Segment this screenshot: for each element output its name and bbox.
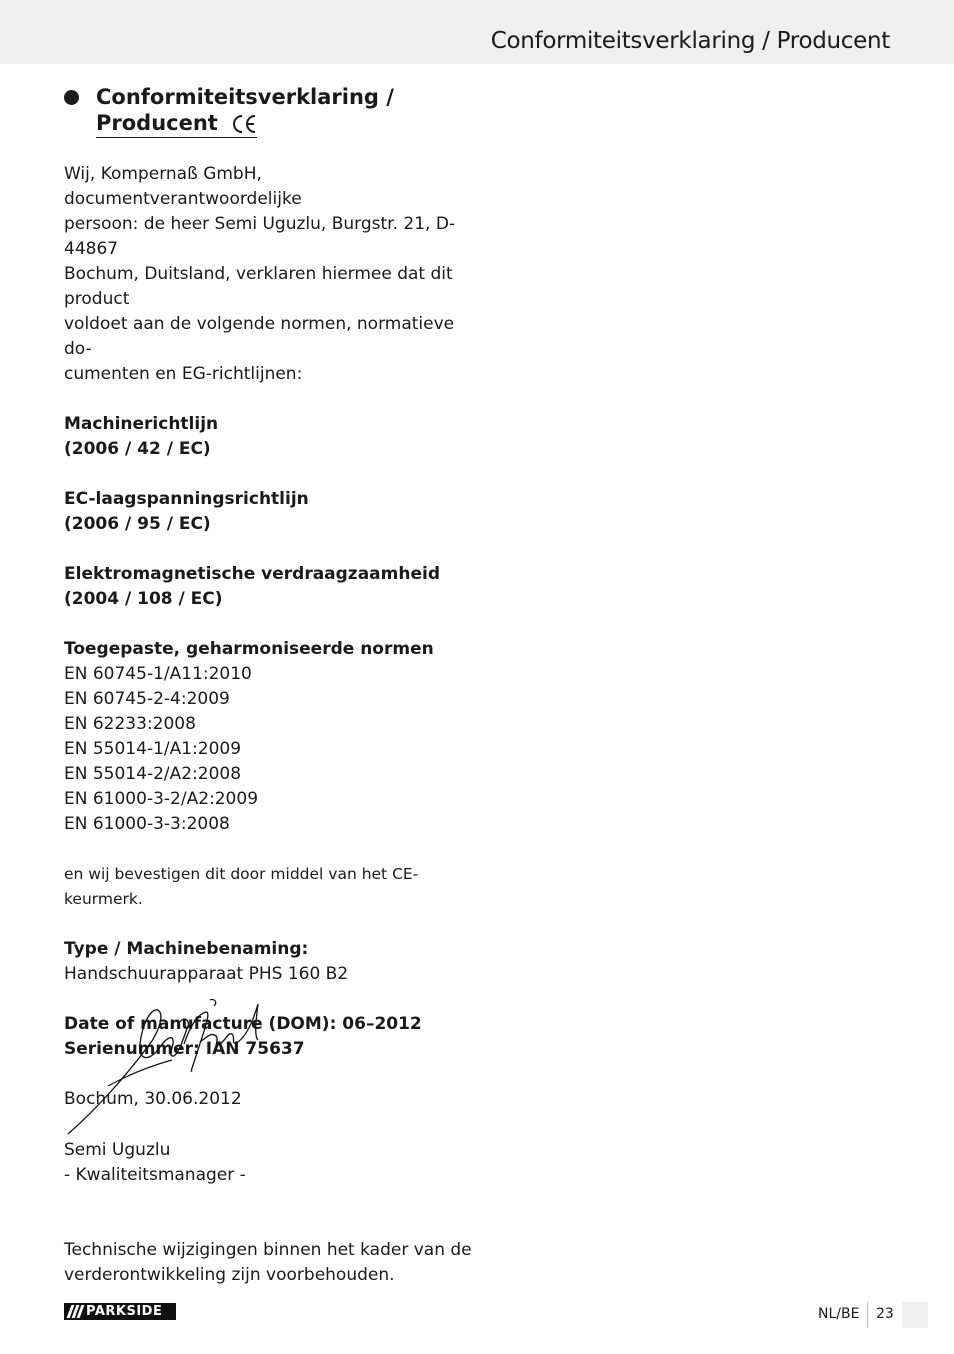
norm-item: EN 55014-1/A1:2009 xyxy=(64,739,242,759)
intro-line: persoon: de heer Semi Uguzlu, Burgstr. 21, D-44867 xyxy=(64,214,456,259)
signature-image xyxy=(60,996,270,1136)
signer-name: Semi Uguzlu xyxy=(64,1140,171,1160)
manufacture-date: Date of manufacture (DOM): 06–2012 xyxy=(64,1014,422,1034)
norm-item: EN 60745-2-4:2009 xyxy=(64,689,230,709)
place-date: Bochum, 30.06.2012 xyxy=(64,1089,242,1109)
directive-name: EC-laagspanningsrichtlijn xyxy=(64,489,309,509)
directive-code: (2006 / 95 / EC) xyxy=(64,514,211,534)
intro-line: Wij, Kompernaß GmbH, documentverantwoordelijke xyxy=(64,164,302,209)
ce-mark-icon xyxy=(231,114,257,134)
language-code: NL/BE xyxy=(818,1306,860,1322)
heading-line-2 xyxy=(96,110,257,138)
directive-name: Machinerichtlijn xyxy=(64,414,219,434)
heading-line-2-text: Producent xyxy=(96,111,218,135)
page-number: 23 xyxy=(876,1306,894,1322)
norm-item: EN 62233:2008 xyxy=(64,714,196,734)
type-value: Handschuurapparaat PHS 160 B2 xyxy=(64,964,349,984)
norm-item: EN 55014-2/A2:2008 xyxy=(64,764,242,784)
page-corner-box xyxy=(902,1302,928,1328)
intro-line: voldoet aan de volgende normen, normatieve do- xyxy=(64,314,455,359)
norms-title: Toegepaste, geharmoniseerde normen xyxy=(64,639,434,659)
directive-name: Elektromagnetische verdraagzaamheid xyxy=(64,564,440,584)
footer-note-line: Technische wijzigingen binnen het kader van de xyxy=(64,1240,472,1260)
parkside-logo xyxy=(64,1303,176,1320)
norm-item: EN 60745-1/A11:2010 xyxy=(64,664,252,684)
norm-item: EN 61000-3-2/A2:2009 xyxy=(64,789,259,809)
section-heading-text xyxy=(96,84,394,138)
type-label: Type / Machinebenaming: xyxy=(64,939,309,959)
footer-note-line: verderontwikkeling zijn voorbehouden. xyxy=(64,1265,395,1285)
signer-block xyxy=(64,1138,464,1188)
norm-item: EN 61000-3-3:2008 xyxy=(64,814,230,834)
page-header-title: Conformiteitsverklaring / Producent xyxy=(490,28,890,54)
logo-stripes-icon xyxy=(64,1303,84,1320)
declaration-body xyxy=(64,162,474,1112)
intro-line: cumenten en EG-richtlijnen: xyxy=(64,364,303,384)
logo-text: PARKSIDE xyxy=(86,1304,163,1319)
ce-confirmation: en wij bevestigen dit door middel van het CE-keurmerk. xyxy=(64,865,419,908)
directive-code: (2004 / 108 / EC) xyxy=(64,589,223,609)
heading-line-1: Conformiteitsverklaring / xyxy=(96,85,394,109)
directive-code: (2006 / 42 / EC) xyxy=(64,439,211,459)
signer-role: - Kwaliteitsmanager - xyxy=(64,1165,246,1185)
bullet-icon xyxy=(64,90,79,105)
intro-line: Bochum, Duitsland, verklaren hiermee dat dit product xyxy=(64,264,453,309)
footer-note xyxy=(64,1238,474,1288)
footer-divider xyxy=(867,1302,868,1328)
serial-number: Serienummer: IAN 75637 xyxy=(64,1039,305,1059)
